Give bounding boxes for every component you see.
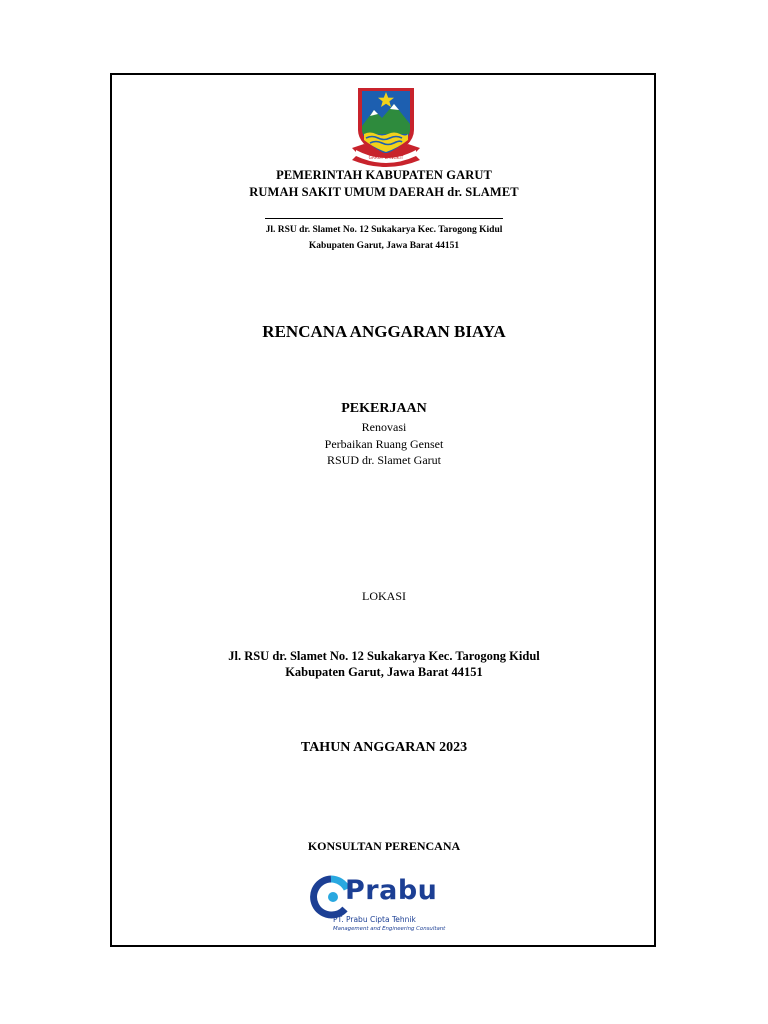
consultant-heading: KONSULTAN PERENCANA [307,839,461,853]
work-heading: PEKERJAAN [341,401,427,416]
header-address-line-2: Kabupaten Garut, Jawa Barat 44151 [308,241,460,251]
fiscal-year: TAHUN ANGGARAN 2023 [300,740,468,755]
location-address-line-1: Jl. RSU dr. Slamet No. 12 Sukakarya Kec. Tarogong Kidul [228,649,540,663]
work-line: Perbaikan Ruang Genset [324,437,444,451]
header-hospital-name: RUMAH SAKIT UMUM DAERAH dr. SLAMET [249,185,519,199]
location-address-line-2: Kabupaten Garut, Jawa Barat 44151 [285,665,483,679]
work-line: Renovasi [361,420,407,434]
header-divider [265,218,503,219]
document-title: RENCANA ANGGARAN BIAYA [262,322,506,341]
garut-regency-crest-icon [350,82,422,168]
work-line: RSUD dr. Slamet Garut [327,453,441,467]
prabu-logo-wordmark: Prabu [345,875,438,906]
consultant-tagline: Management and Engineering Consultant [333,926,446,932]
prabu-company-logo [305,873,463,937]
crest-ribbon-text: GARUT BANGKIT [368,155,404,160]
header-government-name: PEMERINTAH KABUPATEN GARUT [276,168,492,182]
header-address-line-1: Jl. RSU dr. Slamet No. 12 Sukakarya Kec. Tarogong Kidul [265,225,503,235]
location-heading: LOKASI [362,589,406,603]
consultant-company-name: PT. Prabu Cipta Tehnik [333,915,416,924]
document-border [110,73,656,947]
